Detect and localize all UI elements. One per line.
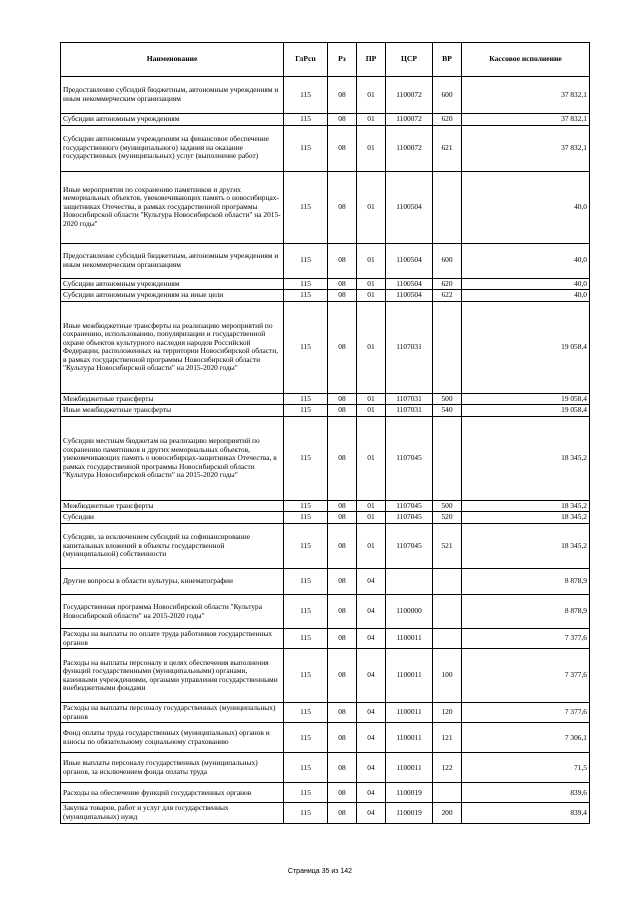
cell-amount: 37 832,1 — [462, 114, 590, 126]
cell-name: Субсидии автономным учреждениям на иные цели — [61, 290, 284, 302]
header-glrsp: ГлРсп — [284, 43, 328, 77]
cell-csr: 1107045 — [386, 416, 433, 500]
cell-vr: 200 — [433, 803, 462, 823]
cell-glrsp: 115 — [284, 783, 328, 803]
cell-csr: 1100011 — [386, 723, 433, 753]
cell-rz: 08 — [328, 783, 357, 803]
cell-pr: 01 — [357, 243, 386, 278]
cell-name: Субсидии — [61, 512, 284, 524]
cell-csr: 1107031 — [386, 393, 433, 405]
cell-vr: 600 — [433, 243, 462, 278]
cell-rz: 08 — [328, 125, 357, 171]
cell-name: Другие вопросы в области культуры, кинематографии — [61, 569, 284, 595]
cell-glrsp: 115 — [284, 723, 328, 753]
cell-name: Иные межбюджетные трансферты на реализацию мероприятий по сохранению, использованию, популяризации и государственной охране объектов культурного наследия народов Российской Федерации, расположенных на территории Новосибирской области, в рамках государственной программы Новосибирской области "Культура Новосибирской области" на 2015-2020 годы" — [61, 301, 284, 393]
cell-name: Субсидии, за исключением субсидий на софинансирование капитальных вложений в объекты государственной (муниципальной) собственности — [61, 524, 284, 569]
cell-name: Расходы на выплаты персоналу государственных (муниципальных) органов — [61, 703, 284, 723]
cell-name: Предоставление субсидий бюджетным, автономным учреждениям и иным некоммерческим организациям — [61, 77, 284, 114]
cell-vr: 621 — [433, 125, 462, 171]
cell-vr: 520 — [433, 512, 462, 524]
cell-csr: 1100019 — [386, 783, 433, 803]
page-number: Страница 35 из 142 — [287, 868, 353, 875]
cell-name: Иные выплаты персоналу государственных (муниципальных) органов, за исключением фонда оплаты труда — [61, 753, 284, 783]
cell-rz: 08 — [328, 114, 357, 126]
cell-glrsp: 115 — [284, 703, 328, 723]
cell-glrsp: 115 — [284, 753, 328, 783]
cell-name: Субсидии местным бюджетам на реализацию мероприятий по сохранению памятников и других мемориальных объектов, увековечивающих память о новосибирцах-защитниках Отечества, в рамках государственной программы Новосибирской области "Культура Новосибирской области" на 2015-2020 годы" — [61, 416, 284, 500]
header-rz: Рз — [328, 43, 357, 77]
cell-amount: 40,0 — [462, 290, 590, 302]
cell-amount: 7 377,6 — [462, 649, 590, 703]
cell-pr: 01 — [357, 393, 386, 405]
cell-vr — [433, 595, 462, 629]
cell-csr: 1107045 — [386, 512, 433, 524]
cell-vr: 121 — [433, 723, 462, 753]
cell-csr: 1107045 — [386, 524, 433, 569]
cell-csr: 1100504 — [386, 243, 433, 278]
cell-amount: 18 345,2 — [462, 500, 590, 512]
cell-pr: 01 — [357, 171, 386, 243]
cell-amount: 40,0 — [462, 278, 590, 290]
table-row — [61, 595, 590, 629]
cell-vr: 521 — [433, 524, 462, 569]
cell-vr: 120 — [433, 703, 462, 723]
cell-vr — [433, 416, 462, 500]
cell-csr — [386, 569, 433, 595]
cell-amount: 8 878,9 — [462, 569, 590, 595]
cell-csr: 1100011 — [386, 629, 433, 649]
cell-rz: 08 — [328, 405, 357, 417]
cell-vr — [433, 569, 462, 595]
cell-glrsp: 115 — [284, 629, 328, 649]
cell-amount: 37 832,1 — [462, 125, 590, 171]
table-row — [61, 77, 590, 114]
cell-glrsp: 115 — [284, 125, 328, 171]
cell-amount: 8 878,9 — [462, 595, 590, 629]
table-header-row — [61, 43, 590, 77]
header-pr: ПР — [357, 43, 386, 77]
cell-pr: 04 — [357, 753, 386, 783]
cell-vr: 622 — [433, 290, 462, 302]
header-csr: ЦСР — [386, 43, 433, 77]
cell-amount: 19 058,4 — [462, 301, 590, 393]
cell-glrsp: 115 — [284, 500, 328, 512]
cell-glrsp: 115 — [284, 595, 328, 629]
cell-name: Субсидии автономным учреждениям — [61, 114, 284, 126]
table-row — [61, 290, 590, 302]
table-row — [61, 723, 590, 753]
table-row — [61, 783, 590, 803]
cell-name: Субсидии автономным учреждениям на финансовое обеспечение государственного (муниципального) задания на оказание государственных (муниципальных) услуг (выполнение работ) — [61, 125, 284, 171]
cell-pr: 01 — [357, 77, 386, 114]
cell-csr: 1100011 — [386, 753, 433, 783]
cell-rz: 08 — [328, 595, 357, 629]
cell-rz: 08 — [328, 723, 357, 753]
cell-rz: 08 — [328, 278, 357, 290]
table-row — [61, 649, 590, 703]
cell-amount: 40,0 — [462, 171, 590, 243]
table-row — [61, 703, 590, 723]
cell-pr: 01 — [357, 125, 386, 171]
cell-pr: 04 — [357, 569, 386, 595]
cell-rz: 08 — [328, 393, 357, 405]
cell-glrsp: 115 — [284, 405, 328, 417]
cell-vr — [433, 629, 462, 649]
cell-amount: 18 345,2 — [462, 512, 590, 524]
cell-rz: 08 — [328, 569, 357, 595]
cell-pr: 01 — [357, 512, 386, 524]
cell-rz: 08 — [328, 77, 357, 114]
cell-pr: 04 — [357, 595, 386, 629]
table-row — [61, 753, 590, 783]
header-name: Наименование — [61, 43, 284, 77]
cell-rz: 08 — [328, 803, 357, 823]
table-row — [61, 500, 590, 512]
cell-amount: 18 345,2 — [462, 524, 590, 569]
cell-glrsp: 115 — [284, 393, 328, 405]
cell-pr: 01 — [357, 301, 386, 393]
cell-rz: 08 — [328, 524, 357, 569]
cell-name: Расходы на выплаты персоналу в целях обеспечения выполнения функций государственными (муниципальными) органами, казенными учреждениями, органами управления государственными внебюджетными фондами — [61, 649, 284, 703]
budget-table — [60, 42, 590, 824]
cell-glrsp: 115 — [284, 416, 328, 500]
cell-csr: 1100504 — [386, 171, 433, 243]
cell-glrsp: 115 — [284, 301, 328, 393]
cell-name: Расходы на обеспечение функций государственных органов — [61, 783, 284, 803]
cell-rz: 08 — [328, 416, 357, 500]
table-row — [61, 803, 590, 823]
cell-csr: 1100072 — [386, 77, 433, 114]
cell-pr: 04 — [357, 723, 386, 753]
cell-pr: 01 — [357, 278, 386, 290]
cell-name: Фонд оплаты труда государственных (муниципальных) органов и взносы по обязательному социальному страхованию — [61, 723, 284, 753]
cell-amount: 19 058,4 — [462, 393, 590, 405]
table-row — [61, 569, 590, 595]
cell-glrsp: 115 — [284, 243, 328, 278]
table-row — [61, 524, 590, 569]
cell-rz: 08 — [328, 649, 357, 703]
cell-rz: 08 — [328, 512, 357, 524]
table-row — [61, 301, 590, 393]
cell-pr: 01 — [357, 290, 386, 302]
cell-pr: 01 — [357, 405, 386, 417]
cell-csr: 1107045 — [386, 500, 433, 512]
cell-csr: 1107031 — [386, 405, 433, 417]
cell-name: Межбюджетные трансферты — [61, 393, 284, 405]
cell-glrsp: 115 — [284, 512, 328, 524]
cell-name: Предоставление субсидий бюджетным, автономным учреждениям и иным некоммерческим организациям — [61, 243, 284, 278]
cell-csr: 1100019 — [386, 803, 433, 823]
cell-pr: 04 — [357, 629, 386, 649]
cell-rz: 08 — [328, 290, 357, 302]
cell-csr: 1100504 — [386, 278, 433, 290]
cell-pr: 04 — [357, 649, 386, 703]
table-row — [61, 278, 590, 290]
cell-pr: 01 — [357, 524, 386, 569]
cell-pr: 01 — [357, 500, 386, 512]
cell-amount: 71,5 — [462, 753, 590, 783]
cell-rz: 08 — [328, 301, 357, 393]
cell-amount: 839,4 — [462, 803, 590, 823]
cell-csr: 1107031 — [386, 301, 433, 393]
cell-amount: 18 345,2 — [462, 416, 590, 500]
table-row — [61, 243, 590, 278]
cell-csr: 1100011 — [386, 649, 433, 703]
cell-amount: 19 058,4 — [462, 405, 590, 417]
cell-amount: 839,6 — [462, 783, 590, 803]
cell-glrsp: 115 — [284, 278, 328, 290]
cell-amount: 7 377,6 — [462, 703, 590, 723]
cell-vr: 600 — [433, 77, 462, 114]
cell-name: Иные межбюджетные трансферты — [61, 405, 284, 417]
cell-vr: 620 — [433, 114, 462, 126]
header-vr: ВР — [433, 43, 462, 77]
cell-amount: 40,0 — [462, 243, 590, 278]
table-row — [61, 125, 590, 171]
cell-pr: 04 — [357, 703, 386, 723]
table-row — [61, 629, 590, 649]
cell-vr: 500 — [433, 500, 462, 512]
cell-pr: 04 — [357, 803, 386, 823]
cell-vr: 122 — [433, 753, 462, 783]
cell-glrsp: 115 — [284, 290, 328, 302]
table-row — [61, 171, 590, 243]
cell-glrsp: 115 — [284, 803, 328, 823]
cell-csr: 1100072 — [386, 125, 433, 171]
cell-name: Государственная программа Новосибирской области "Культура Новосибирской области" на 2015-2020 годы" — [61, 595, 284, 629]
cell-csr: 1100504 — [386, 290, 433, 302]
cell-amount: 37 832,1 — [462, 77, 590, 114]
cell-vr — [433, 301, 462, 393]
cell-glrsp: 115 — [284, 649, 328, 703]
table-row — [61, 416, 590, 500]
cell-vr: 540 — [433, 405, 462, 417]
header-amount: Кассовое исполнение — [462, 43, 590, 77]
cell-rz: 08 — [328, 753, 357, 783]
cell-name: Межбюджетные трансферты — [61, 500, 284, 512]
cell-rz: 08 — [328, 703, 357, 723]
table-row — [61, 405, 590, 417]
cell-amount: 7 306,1 — [462, 723, 590, 753]
cell-rz: 08 — [328, 243, 357, 278]
cell-pr: 04 — [357, 783, 386, 803]
cell-glrsp: 115 — [284, 114, 328, 126]
cell-vr: 620 — [433, 278, 462, 290]
cell-pr: 01 — [357, 416, 386, 500]
cell-name: Закупка товаров, работ и услуг для государственных (муниципальных) нужд — [61, 803, 284, 823]
cell-vr: 100 — [433, 649, 462, 703]
table-row — [61, 512, 590, 524]
table-row — [61, 393, 590, 405]
table-body — [61, 77, 590, 824]
cell-glrsp: 115 — [284, 524, 328, 569]
cell-rz: 08 — [328, 171, 357, 243]
cell-glrsp: 115 — [284, 171, 328, 243]
cell-glrsp: 115 — [284, 569, 328, 595]
cell-vr — [433, 171, 462, 243]
cell-rz: 08 — [328, 629, 357, 649]
cell-csr: 1100011 — [386, 703, 433, 723]
cell-csr: 1100072 — [386, 114, 433, 126]
cell-vr: 500 — [433, 393, 462, 405]
cell-csr: 1100000 — [386, 595, 433, 629]
cell-name: Иные мероприятия по сохранению памятников и других мемориальных объектов, увековечивающих память о новосибирцах-защитниках Отечества, в рамках государственной программы Новосибирской области "Культура Новосибирской области" на 2015-2020 годы" — [61, 171, 284, 243]
cell-rz: 08 — [328, 500, 357, 512]
cell-vr — [433, 783, 462, 803]
cell-name: Расходы на выплаты по оплате труда работников государственных органов — [61, 629, 284, 649]
cell-glrsp: 115 — [284, 77, 328, 114]
cell-amount: 7 377,6 — [462, 629, 590, 649]
cell-pr: 01 — [357, 114, 386, 126]
cell-name: Субсидии автономным учреждениям — [61, 278, 284, 290]
table-row — [61, 114, 590, 126]
